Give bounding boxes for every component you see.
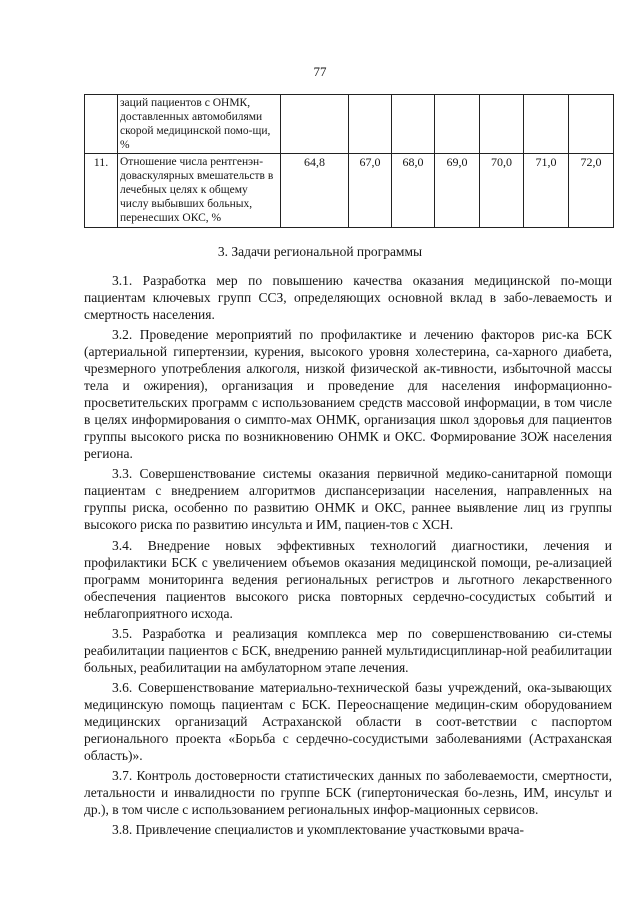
value-cell: 69,0 <box>435 154 480 228</box>
value-cell: 71,0 <box>524 154 569 228</box>
paragraph: 3.3. Совершенствование системы оказания первичной медико-санитарной помощи пациентам с внедрением алгоритмов диспансеризации населения, направленных на группы риска, особенно по развитию ОНМК и ОКС, раннее выявление лиц из группы высокого риска по развитию инсульта и ИМ, пациен-тов с ХСН. <box>84 466 612 533</box>
indicator-description: Отношение числа рентгенэн-доваскулярных вмешательств в лечебных целях к общему числу выбывших больных, перенесших ОКС, % <box>118 154 281 228</box>
section-title: 3. Задачи региональной программы <box>217 244 423 259</box>
value-cell <box>524 95 569 154</box>
section-body <box>84 272 612 842</box>
value-cell: 68,0 <box>392 154 435 228</box>
value-cell <box>281 95 349 154</box>
page-number: 77 <box>313 64 327 79</box>
paragraph: 3.2. Проведение мероприятий по профилактике и лечению факторов рис-ка БСК (артериальной гипертензии, курения, высокого уровня холестерина, са-харного диабета, чрезмерного употребления алкоголя, низкой физической ак-тивности, избыточной массы тела и ожирения), организация и проведение для населения информационно-просветительских программ с использованием средств массовой информации, в том числе в целях информирования о симпто-мах ОНМК, организация школ здоровья для пациентов группы высокого риска по возникновению ОНМК и ОКС. Формирование ЗОЖ населения региона. <box>84 327 612 462</box>
value-cell: 64,8 <box>281 154 349 228</box>
value-cell: 72,0 <box>569 154 614 228</box>
paragraph: 3.5. Разработка и реализация комплекса мер по совершенствованию си-стемы реабилитации пациентов с БСК, внедрению ранней мультидисциплинар-ной реабилитации больных, реабилитации на амбулаторном этапе лечения. <box>84 625 612 675</box>
row-number: 11. <box>85 154 118 228</box>
paragraph: 3.1. Разработка мер по повышению качества оказания медицинской по-мощи пациентам ключевых групп ССЗ, определяющих основной вклад в забо-леваемость и смертность населения. <box>84 273 612 322</box>
paragraph: 3.8. Привлечение специалистов и укомплектование участковыми врача- <box>112 822 525 838</box>
paragraph: 3.7. Контроль достоверности статистических данных по заболеваемости, смертности, летальности и инвалидности по группе БСК (гипертоническая бо-лезнь, ИМ, инсульт и др.), в том числе с использованием региональных инфор-мационных сервисов. <box>84 768 612 818</box>
value-cell: 70,0 <box>480 154 524 228</box>
indicator-table <box>84 94 614 228</box>
paragraph: 3.4. Внедрение новых эффективных технологий диагностики, лечения и профилактики БСК с увеличением объемов оказания медицинской помощи, ре-ализацией программ мониторинга ведения региональных регистров и льготного лекарственного обеспечения пациентов высокого риска повторных сердечно-сосудистых событий и неблагоприятного исхода. <box>84 537 612 621</box>
value-cell: 67,0 <box>349 154 392 228</box>
value-cell <box>569 95 614 154</box>
value-cell <box>435 95 480 154</box>
value-cell <box>392 95 435 154</box>
paragraph: 3.6. Совершенствование материально-технической базы учреждений, ока-зывающих медицинскую помощь пациентам с БСК. Переоснащение медицин-ским оборудованием медицинских организаций Астраханской области в соот-ветствии с паспортом регионального проекта «Борьба с сердечно-сосудистыми заболеваниями (Астраханская область)». <box>84 679 612 763</box>
value-cell <box>480 95 524 154</box>
value-cell <box>349 95 392 154</box>
indicator-description: заций пациентов с ОНМК, доставленных автомобилями скорой медицинской помо-щи, % <box>118 95 281 154</box>
table-row <box>85 95 614 154</box>
table-row <box>85 154 614 228</box>
row-number <box>85 95 118 154</box>
